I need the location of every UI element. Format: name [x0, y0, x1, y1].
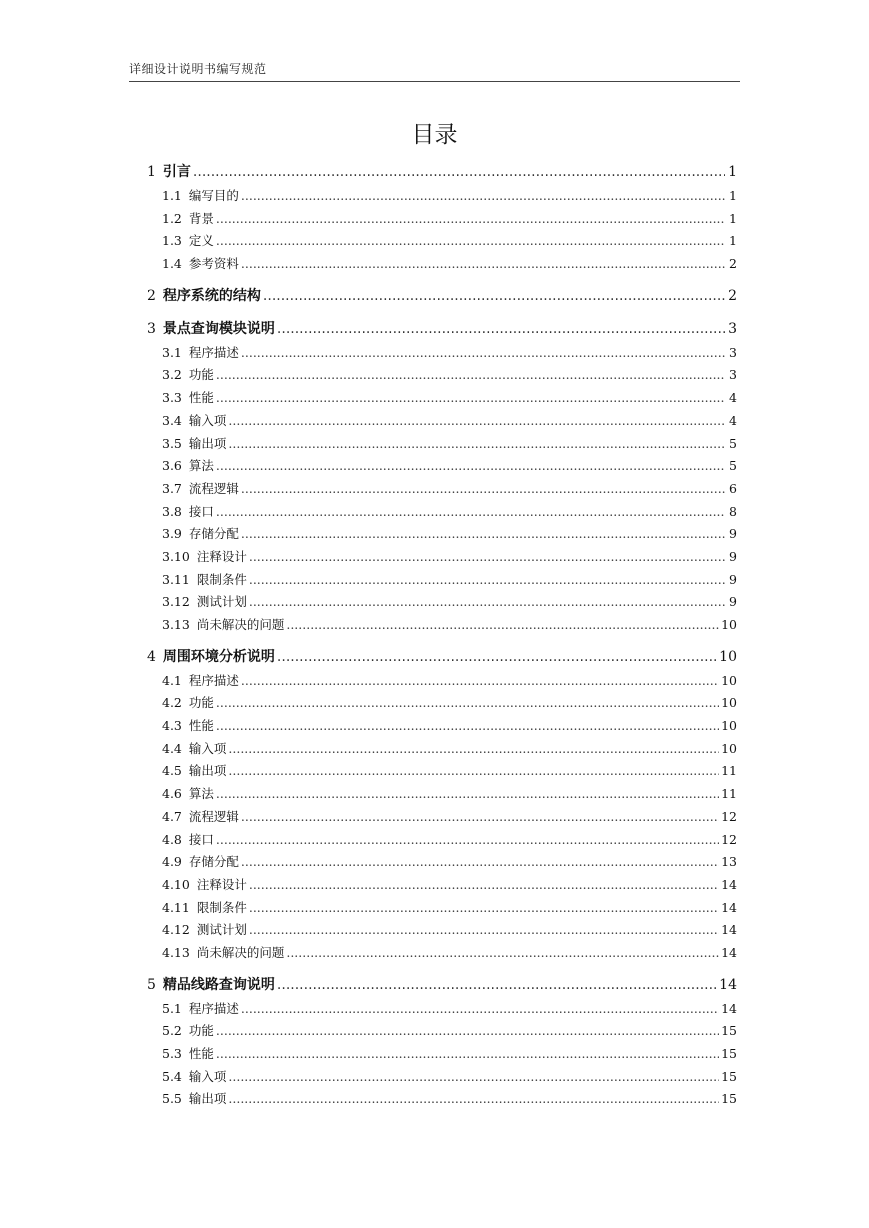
toc-entry-title: 算法 [188, 786, 214, 802]
toc-entry-number: 3.8 [162, 503, 182, 519]
toc-section-entry[interactable] [147, 919, 737, 942]
dot-leader [216, 715, 719, 738]
toc-entry-number: 4.9 [162, 854, 182, 870]
toc-section-entry[interactable] [147, 760, 737, 783]
dot-leader [216, 208, 725, 231]
table-of-contents [147, 160, 737, 1111]
toc-entry-title: 性能 [188, 718, 214, 734]
toc-entry-number: 3.12 [162, 594, 190, 610]
toc-section-entry[interactable] [147, 501, 737, 524]
toc-entry-number: 4 [147, 648, 156, 665]
toc-entry-number: 3.6 [162, 458, 182, 474]
toc-section-entry[interactable] [147, 410, 737, 433]
toc-entry-number: 1.4 [162, 256, 182, 272]
toc-entry-page-number: 14 [721, 944, 737, 960]
toc-section-entry[interactable] [147, 851, 737, 874]
toc-section-entry[interactable] [147, 185, 737, 208]
toc-entry-page-number: 1 [729, 233, 737, 249]
toc-entry-number: 1 [147, 164, 156, 180]
toc-section-entry[interactable] [147, 692, 737, 715]
running-header: 详细设计说明书编写规范 [129, 62, 267, 76]
dot-leader [216, 1020, 719, 1043]
toc-chapter-entry[interactable] [147, 160, 737, 185]
toc-entry-number: 4.3 [162, 718, 182, 734]
toc-entry-title: 周围环境分析说明 [162, 648, 275, 665]
toc-entry-title: 存储分配 [188, 526, 239, 542]
toc-entry-title: 接口 [188, 503, 214, 519]
toc-entry-title: 性能 [188, 1046, 214, 1061]
dot-leader [216, 230, 725, 253]
toc-entry-title: 限制条件 [196, 899, 247, 915]
toc-entry-title: 性能 [188, 390, 214, 406]
toc-title: 目录 [411, 122, 458, 148]
dot-leader [249, 591, 725, 614]
dot-leader [277, 645, 717, 670]
toc-entry-number: 3.1 [162, 344, 182, 360]
toc-entry-number: 5.3 [162, 1046, 182, 1061]
toc-entry-title: 测试计划 [196, 922, 247, 938]
toc-entry-number: 3.2 [162, 367, 182, 383]
toc-entry-number: 4.4 [162, 740, 182, 756]
toc-entry-number: 3.3 [162, 390, 182, 406]
dot-leader [216, 364, 725, 387]
toc-section-entry[interactable] [147, 546, 737, 569]
toc-entry-title: 程序描述 [188, 672, 239, 688]
dot-leader [216, 387, 725, 410]
dot-leader [228, 1088, 719, 1111]
toc-entry-title: 引言 [162, 164, 191, 180]
toc-entry-number: 3.9 [162, 526, 182, 542]
toc-entry-number: 1.2 [162, 210, 182, 226]
dot-leader [249, 546, 725, 569]
toc-entry-page-number: 1 [728, 164, 737, 180]
toc-entry-title: 程序描述 [188, 1000, 239, 1016]
dot-leader [249, 897, 719, 920]
toc-entry-page-number: 5 [729, 435, 737, 451]
toc-entry-title: 精品线路查询说明 [162, 976, 275, 993]
toc-entry-page-number: 10 [721, 718, 737, 734]
toc-entry-title: 算法 [188, 458, 214, 474]
dot-leader [241, 478, 725, 501]
toc-entry-page-number: 3 [729, 367, 737, 383]
toc-section-entry[interactable] [147, 783, 737, 806]
toc-section-entry[interactable] [147, 715, 737, 738]
toc-entry-title: 注释设计 [196, 548, 247, 564]
toc-entry-number: 3.5 [162, 435, 182, 451]
toc-entry-page-number: 14 [721, 876, 737, 892]
toc-entry-number: 4.12 [162, 922, 190, 938]
dot-leader [263, 284, 725, 309]
toc-section-entry[interactable] [147, 253, 737, 276]
toc-entry-title: 输出项 [188, 1091, 227, 1107]
toc-entry-number: 4.13 [162, 944, 190, 960]
toc-entry-page-number: 10 [721, 740, 737, 756]
toc-entry-page-number: 8 [729, 503, 737, 519]
toc-section-entry[interactable] [147, 455, 737, 478]
toc-entry-number: 1.1 [162, 188, 182, 203]
dot-leader [228, 433, 725, 456]
toc-entry-title: 接口 [188, 831, 214, 847]
dot-leader [228, 410, 725, 433]
toc-entry-number: 4.7 [162, 808, 182, 824]
toc-entry-title: 限制条件 [196, 571, 247, 587]
toc-entry-title: 输入项 [188, 1068, 227, 1084]
toc-section-entry[interactable] [147, 1043, 737, 1066]
toc-entry-page-number: 13 [721, 854, 737, 870]
toc-entry-number: 3 [147, 320, 156, 337]
toc-entry-page-number: 9 [729, 594, 737, 610]
dot-leader [249, 919, 719, 942]
dot-leader [241, 806, 719, 829]
dot-leader [193, 160, 725, 185]
toc-entry-number: 5.5 [162, 1091, 182, 1107]
toc-entry-page-number: 12 [721, 808, 737, 824]
toc-entry-title: 功能 [188, 695, 214, 711]
toc-entry-title: 功能 [188, 367, 214, 383]
toc-section-entry[interactable] [147, 829, 737, 852]
toc-entry-page-number: 10 [719, 648, 737, 665]
toc-entry-number: 4.10 [162, 876, 190, 892]
toc-entry-title: 尚未解决的问题 [196, 617, 285, 632]
toc-section-entry[interactable] [147, 874, 737, 897]
toc-entry-page-number: 4 [729, 390, 737, 406]
toc-chapter-entry[interactable] [147, 973, 737, 998]
toc-entry-number: 1.3 [162, 233, 182, 249]
toc-entry-title: 程序系统的结构 [162, 287, 261, 304]
toc-entry-page-number: 14 [721, 1000, 737, 1016]
toc-entry-page-number: 2 [728, 287, 737, 304]
dot-leader [216, 829, 719, 852]
toc-entry-page-number: 9 [729, 526, 737, 542]
toc-entry-page-number: 15 [721, 1091, 737, 1107]
toc-entry-title: 编写目的 [188, 188, 239, 203]
toc-entry-page-number: 15 [721, 1068, 737, 1084]
toc-chapter-entry[interactable] [147, 645, 737, 670]
toc-entry-page-number: 10 [721, 617, 737, 632]
dot-leader [216, 1043, 719, 1066]
dot-leader [228, 760, 719, 783]
dot-leader [241, 670, 719, 693]
toc-entry-number: 3.7 [162, 480, 182, 496]
dot-leader [241, 253, 725, 276]
toc-entry-title: 输出项 [188, 763, 227, 779]
toc-section-entry[interactable] [147, 1088, 737, 1111]
toc-entry-page-number: 1 [729, 210, 737, 226]
dot-leader [241, 523, 725, 546]
toc-section-entry[interactable] [147, 591, 737, 614]
toc-entry-page-number: 14 [719, 976, 737, 993]
toc-entry-number: 5.2 [162, 1023, 182, 1039]
toc-entry-number: 4.8 [162, 831, 182, 847]
dot-leader [241, 342, 725, 365]
toc-entry-number: 4.2 [162, 695, 182, 711]
toc-entry-number: 3.10 [162, 548, 190, 564]
toc-section-entry[interactable] [147, 433, 737, 456]
toc-entry-page-number: 14 [721, 922, 737, 938]
dot-leader [277, 973, 717, 998]
toc-entry-page-number: 4 [729, 412, 737, 428]
toc-entry-number: 3.4 [162, 412, 182, 428]
toc-entry-page-number: 9 [729, 548, 737, 564]
toc-chapter-entry[interactable] [147, 317, 737, 342]
toc-entry-page-number: 15 [721, 1023, 737, 1039]
toc-section-entry[interactable] [147, 614, 737, 637]
toc-entry-page-number: 11 [721, 786, 737, 802]
toc-section-entry[interactable] [147, 230, 737, 253]
dot-leader [241, 998, 719, 1021]
toc-entry-title: 定义 [188, 233, 214, 249]
toc-entry-title: 测试计划 [196, 594, 247, 610]
toc-section-entry[interactable] [147, 208, 737, 231]
toc-entry-page-number: 14 [721, 899, 737, 915]
toc-entry-number: 5.4 [162, 1068, 182, 1084]
toc-section-entry[interactable] [147, 806, 737, 829]
dot-leader [286, 614, 719, 637]
dot-leader [216, 501, 725, 524]
toc-entry-title: 注释设计 [196, 876, 247, 892]
toc-entry-title: 输出项 [188, 435, 227, 451]
toc-entry-title: 程序描述 [188, 344, 239, 360]
toc-section-entry[interactable] [147, 897, 737, 920]
toc-entry-page-number: 10 [721, 672, 737, 688]
toc-entry-page-number: 3 [728, 320, 737, 337]
toc-entry-number: 3.11 [162, 571, 190, 587]
toc-entry-page-number: 9 [729, 571, 737, 587]
toc-entry-page-number: 10 [721, 695, 737, 711]
dot-leader [216, 455, 725, 478]
toc-section-entry[interactable] [147, 738, 737, 761]
dot-leader [216, 692, 719, 715]
toc-section-entry[interactable] [147, 387, 737, 410]
toc-entry-number: 4.11 [162, 899, 190, 915]
toc-section-entry[interactable] [147, 478, 737, 501]
dot-leader [249, 569, 725, 592]
toc-entry-page-number: 12 [721, 831, 737, 847]
toc-section-entry[interactable] [147, 670, 737, 693]
toc-entry-number: 4.5 [162, 763, 182, 779]
toc-entry-number: 5.1 [162, 1000, 182, 1016]
dot-leader [228, 738, 719, 761]
toc-entry-title: 背景 [188, 210, 214, 226]
toc-entry-page-number: 15 [721, 1046, 737, 1061]
toc-entry-title: 输入项 [188, 740, 227, 756]
toc-entry-page-number: 3 [729, 344, 737, 360]
toc-entry-number: 4.6 [162, 786, 182, 802]
toc-entry-page-number: 5 [729, 458, 737, 474]
toc-entry-title: 尚未解决的问题 [196, 944, 285, 960]
toc-section-entry[interactable] [147, 342, 737, 365]
dot-leader [241, 851, 719, 874]
toc-section-entry[interactable] [147, 1066, 737, 1089]
header-rule [129, 81, 740, 82]
toc-entry-page-number: 2 [729, 256, 737, 272]
toc-section-entry[interactable] [147, 523, 737, 546]
dot-leader [249, 874, 719, 897]
toc-entry-title: 流程逻辑 [188, 808, 239, 824]
toc-entry-number: 5 [147, 976, 156, 993]
toc-chapter-entry[interactable] [147, 284, 737, 309]
toc-entry-number: 4.1 [162, 672, 182, 688]
toc-entry-number: 3.13 [162, 617, 190, 632]
toc-entry-title: 功能 [188, 1023, 214, 1039]
toc-section-entry[interactable] [147, 569, 737, 592]
toc-entry-title: 参考资料 [188, 256, 239, 272]
dot-leader [286, 942, 719, 965]
toc-entry-number: 2 [147, 287, 156, 304]
toc-section-entry[interactable] [147, 364, 737, 387]
toc-entry-page-number: 6 [729, 480, 737, 496]
toc-entry-page-number: 1 [729, 188, 737, 203]
dot-leader [216, 783, 719, 806]
toc-section-entry[interactable] [147, 942, 737, 965]
toc-entry-page-number: 11 [721, 763, 737, 779]
toc-section-entry[interactable] [147, 1020, 737, 1043]
toc-entry-title: 存储分配 [188, 854, 239, 870]
toc-entry-title: 景点查询模块说明 [162, 320, 275, 337]
toc-entry-title: 输入项 [188, 412, 227, 428]
dot-leader [228, 1066, 719, 1089]
dot-leader [241, 185, 725, 208]
dot-leader [277, 317, 725, 342]
toc-section-entry[interactable] [147, 998, 737, 1021]
toc-entry-title: 流程逻辑 [188, 480, 239, 496]
